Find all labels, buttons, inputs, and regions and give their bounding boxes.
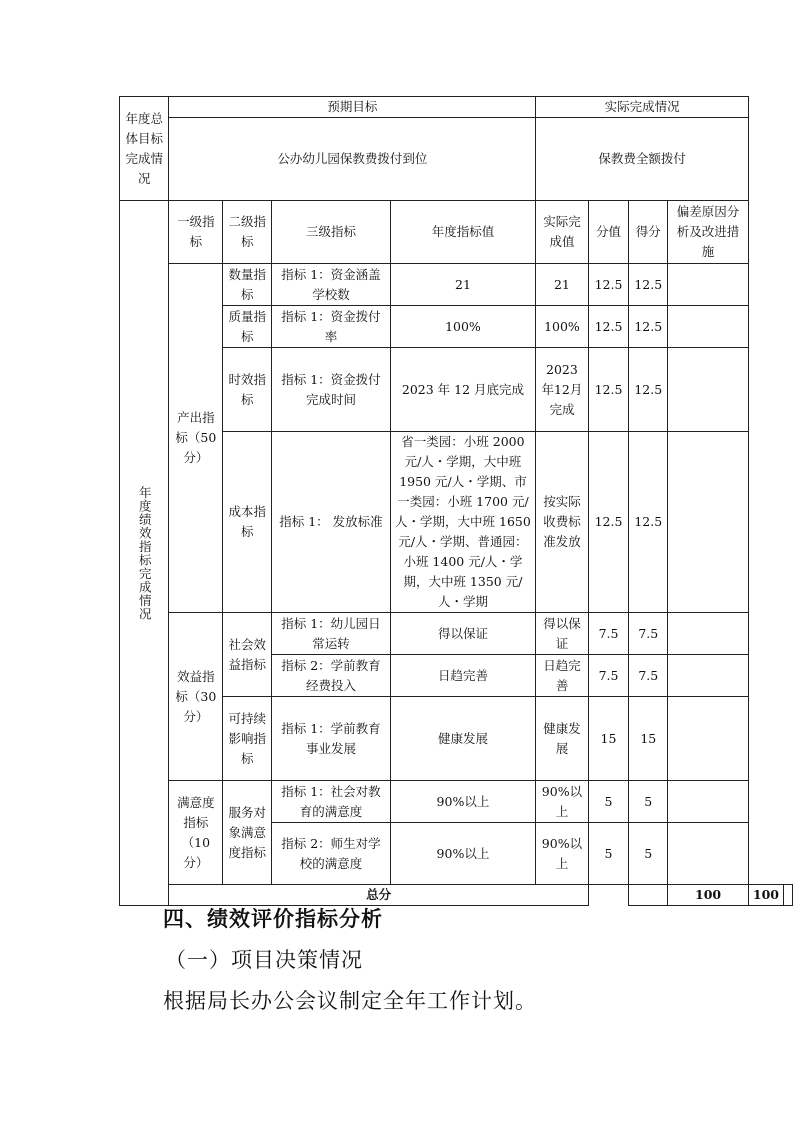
- table-row-weight: 12.5: [588, 306, 629, 348]
- table-row-target: 21: [390, 264, 536, 306]
- table-row-actual: 90%以上: [536, 781, 588, 823]
- table-row-score: 5: [629, 781, 668, 823]
- table-row-name: 指标 1：资金拨付完成时间: [272, 348, 390, 432]
- table-row-target: 90%以上: [390, 823, 536, 885]
- col-target: 年度指标值: [390, 201, 536, 264]
- table-row-deviation: [668, 306, 749, 348]
- col-level1: 一级指标: [169, 201, 223, 264]
- table-row-deviation: [668, 432, 749, 613]
- table-row-actual: 按实际收费标准发放: [536, 432, 588, 613]
- subsection-heading: （一）项目决策情况: [165, 948, 363, 972]
- expected-goal-value: 公办幼儿园保教费拨付到位: [169, 118, 536, 201]
- col-deviation: 偏差原因分析及改进措施: [668, 201, 749, 264]
- table-row-deviation: [668, 348, 749, 432]
- table-row-name: 指标 1：资金涵盖学校数: [272, 264, 390, 306]
- table-row-weight: 12.5: [588, 264, 629, 306]
- table-row-weight: 5: [588, 781, 629, 823]
- group-satisfaction: 满意度指标（10分）: [169, 781, 223, 885]
- total-gap: [588, 885, 629, 906]
- total-actual: [629, 885, 668, 906]
- group-output: 产出指标（50分）: [169, 264, 223, 613]
- table-row-deviation: [668, 823, 749, 885]
- subgroup-quality: 质量指标: [223, 306, 272, 348]
- table-row-score: 7.5: [629, 655, 668, 697]
- table-row-weight: 12.5: [588, 432, 629, 613]
- table-row-actual: 21: [536, 264, 588, 306]
- table-row-deviation: [668, 264, 749, 306]
- col-weight: 分值: [588, 201, 629, 264]
- actual-completion-header: 实际完成情况: [536, 97, 749, 118]
- table-row-score: 5: [629, 823, 668, 885]
- overall-goal-label: 年度总体目标完成情况: [120, 97, 169, 201]
- table-row-actual: 90%以上: [536, 823, 588, 885]
- table-row-weight: 5: [588, 823, 629, 885]
- table-row-score: 12.5: [629, 348, 668, 432]
- subgroup-sustainable: 可持续影响指标: [223, 697, 272, 781]
- table-row-deviation: [668, 697, 749, 781]
- total-weight: 100: [668, 885, 749, 906]
- table-row-actual: 100%: [536, 306, 588, 348]
- table-row-score: 12.5: [629, 306, 668, 348]
- col-actual: 实际完成值: [536, 201, 588, 264]
- table-row-target: 100%: [390, 306, 536, 348]
- performance-table: [119, 96, 793, 906]
- table-row-actual: 得以保证: [536, 613, 588, 655]
- total-score: 100: [748, 885, 783, 906]
- table-row-score: 12.5: [629, 432, 668, 613]
- table-row-deviation: [668, 655, 749, 697]
- table-row-name: 指标 1： 发放标准: [272, 432, 390, 613]
- table-row-target: 健康发展: [390, 697, 536, 781]
- table-row-name: 指标 2：师生对学校的满意度: [272, 823, 390, 885]
- actual-completion-value: 保教费全额拨付: [536, 118, 749, 201]
- col-score: 得分: [629, 201, 668, 264]
- table-row-target: 省一类园：小班 2000 元/人・学期，大中班 1950 元/人・学期、市一类园：小班 1700 元/人・学期，大中班 1650 元/人・学期、普通园：小班 1400 元/人・学期，大中班 1350 元/人・学期: [390, 432, 536, 613]
- table-row-name: 指标 1：社会对教育的满意度: [272, 781, 390, 823]
- table-row-score: 15: [629, 697, 668, 781]
- table-row-weight: 7.5: [588, 655, 629, 697]
- group-benefit: 效益指标（30分）: [169, 613, 223, 781]
- expected-goal-header: 预期目标: [169, 97, 536, 118]
- body-paragraph: 根据局长办公会议制定全年工作计划。: [163, 989, 537, 1013]
- total-deviation: [784, 885, 793, 906]
- table-row-weight: 7.5: [588, 613, 629, 655]
- table-row-name: 指标 1：幼儿园日常运转: [272, 613, 390, 655]
- subgroup-service: 服务对象满意度指标: [223, 781, 272, 885]
- annual-indicator-label: 年度绩效指标完成情况: [120, 201, 169, 906]
- table-row-target: 2023 年 12 月底完成: [390, 348, 536, 432]
- table-row-actual: 健康发展: [536, 697, 588, 781]
- table-row-weight: 12.5: [588, 348, 629, 432]
- table-row-deviation: [668, 781, 749, 823]
- table-row-target: 日趋完善: [390, 655, 536, 697]
- total-label: 总分: [169, 885, 588, 906]
- table-row-deviation: [668, 613, 749, 655]
- table-row-actual: 日趋完善: [536, 655, 588, 697]
- table-row-name: 指标 1：资金拨付率: [272, 306, 390, 348]
- subgroup-quantity: 数量指标: [223, 264, 272, 306]
- table-row-weight: 15: [588, 697, 629, 781]
- col-level2: 二级指标: [223, 201, 272, 264]
- table-row-score: 12.5: [629, 264, 668, 306]
- subgroup-social: 社会效益指标: [223, 613, 272, 697]
- table-row-target: 得以保证: [390, 613, 536, 655]
- subgroup-timeliness: 时效指标: [223, 348, 272, 432]
- subgroup-cost: 成本指标: [223, 432, 272, 613]
- section-heading: 四、绩效评价指标分析: [163, 907, 383, 931]
- table-row-score: 7.5: [629, 613, 668, 655]
- col-level3: 三级指标: [272, 201, 390, 264]
- table-row-name: 指标 2：学前教育经费投入: [272, 655, 390, 697]
- table-row-target: 90%以上: [390, 781, 536, 823]
- table-row-name: 指标 1：学前教育事业发展: [272, 697, 390, 781]
- table-row-actual: 2023年12月完成: [536, 348, 588, 432]
